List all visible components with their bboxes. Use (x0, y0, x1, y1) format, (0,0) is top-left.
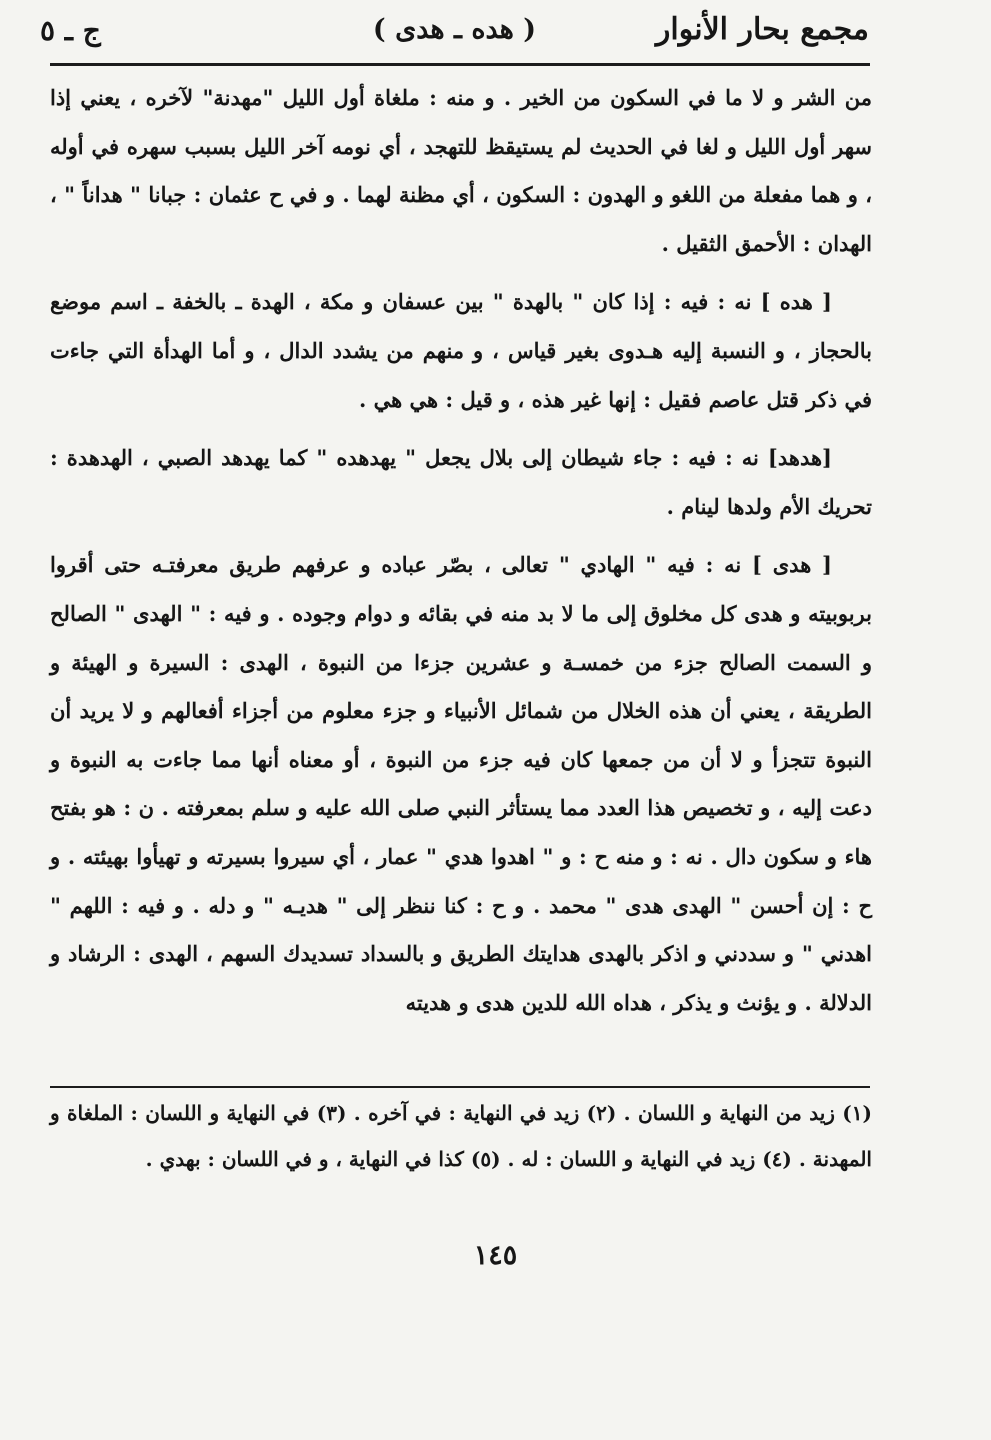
entry-hadah: [ هده ] نه : فيه : إذا كان " بالهدة " بين عسفان و مكة ، الهدة ـ بالخفة ـ اسم موضع بالحجاز ، و النسبة إليه هـدوى بغير قياس ، و منهم من يشدد الدال ، و أما الهدأة التي جاءت في ذكر قتل عاصم فقيل : إنها غير هذه ، و قيل : هي هي . (50, 289, 872, 412)
running-header (40, 8, 869, 62)
main-text (50, 74, 872, 1027)
footnotes (50, 1090, 872, 1182)
paragraph-continuation: من الشر و لا ما في السكون من الخير . و منه : ملغاة أول الليل "مهدنة" لآخره ، يعني إذا سهر أول الليل و لغا في الحديث لم يستيقظ للتهجد ، أي نومه آخر الليل بسبب سهره في أوله ، و هما مفعلة من اللغو و الهدون : السكون ، أي مظنة لهما . و في ح عثمان : جبانا " هداناً " ، الهدان : الأحمق الثقيل . (50, 85, 872, 256)
entry-hadhad: [هدهد] نه : فيه : جاء شيطان إلى بلال يجعل " يهدهده " كما يهدهد الصبي ، الهدهدة : تحريك الأم ولدها لينام . (50, 445, 872, 519)
section-heading: ( هده ـ هدى ) (372, 14, 537, 45)
page-number: ١٤٥ (473, 1240, 518, 1271)
book-title: مجمع بحار الأنوار (655, 12, 869, 47)
volume-number: ج ـ ٥ (40, 14, 101, 47)
header-rule (50, 63, 870, 66)
footnote-text: (١) زيد من النهاية و اللسان . (٢) زيد في النهاية : في آخره . (٣) في النهاية و اللسان : الملغاة و المهدنة . (٤) زيد في النهاية و اللسان : له . (٥) كذا في النهاية ، و في اللسان : بهدي . (50, 1101, 872, 1171)
entry-huda: [ هدى ] نه : فيه " الهادي " تعالى ، بصّر عباده و عرفهم طريق معرفتـه حتى أقروا بربوبيته و هدى كل مخلوق إلى ما لا بد منه في بقائه و دوام وجوده . و فيه : " الهدى " الصالح و السمت الصالح جزء من خمسـة و عشرين جزءا من النبوة ، الهدى : السيرة و الهيئة و الطريقة ، يعني أن هذه الخلال من شمائل الأنبياء و جزء معلوم من أجزاء أفعالهم و لا يريد أن النبوة تتجزأ و لا أن من جمعها كان فيه جزء من النبوة ، أو معناه أنها مما جاءت به النبوة و دعت إليه ، و تخصيص هذا العدد مما يستأثر النبي صلى الله عليه و سلم بمعرفته . ن : هو بفتح هاء و سكون دال . نه : و منه ح : و " اهدوا هدي " عمار ، أي سيروا بسيرته و تهيأوا بهيئته . و ح : إن أحسن " الهدى هدى " محمد . و ح : كنا ننظر إلى " هديـه " و دله . و فيه : اللهم " اهدني " و سددني و اذكر بالهدى هدايتك الطريق و بالسداد تسديدك السهم ، الهدى : الرشاد و الدلالة . و يؤنث و يذكر ، هداه الله للدين هدى و هديته (50, 552, 872, 1015)
footnote-rule (50, 1086, 870, 1088)
